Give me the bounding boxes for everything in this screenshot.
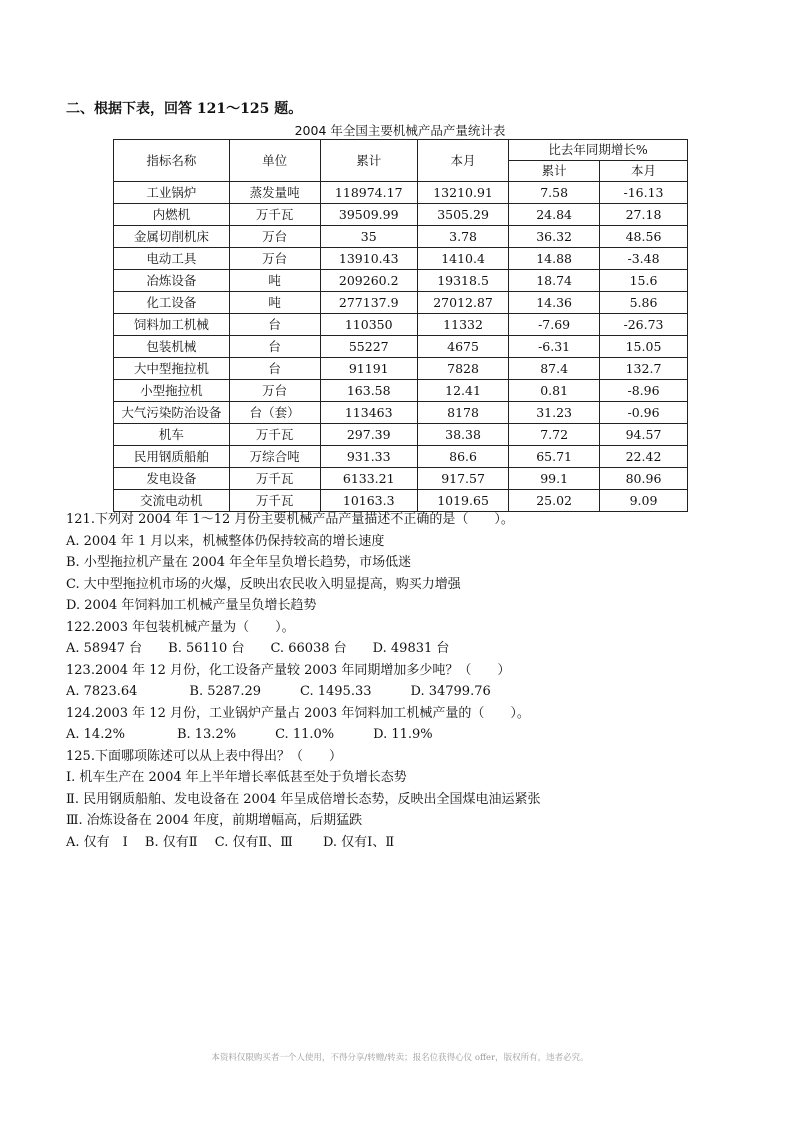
cell-name: 大中型拖拉机 (114, 358, 230, 380)
cell-name: 内燃机 (114, 204, 230, 226)
cell-name: 大气污染防治设备 (114, 402, 230, 424)
table-row (114, 402, 688, 424)
cell-growth-month: 15.05 (600, 336, 688, 358)
cell-month: 8178 (417, 402, 508, 424)
cell-name: 工业锅炉 (114, 182, 230, 204)
cell-cumulative: 55227 (320, 336, 417, 358)
table-row (114, 468, 688, 490)
cell-growth-month: -8.96 (600, 380, 688, 402)
question-line: 123.2004 年 12 月份，化工设备产量较 2003 年同期增加多少吨？（ ） (66, 662, 511, 678)
cell-cumulative: 13910.43 (320, 248, 417, 270)
cell-month: 13210.91 (417, 182, 508, 204)
header-growth-group: 比去年同期增长% (509, 140, 688, 161)
cell-growth-cumulative: -6.31 (509, 336, 600, 358)
cell-cumulative: 10163.3 (320, 490, 417, 512)
table-title: 2004 年全国主要机械产品产量统计表 (294, 123, 506, 138)
questions-block (66, 509, 766, 853)
cell-growth-cumulative: 14.36 (509, 292, 600, 314)
table-row (114, 380, 688, 402)
cell-month: 86.6 (417, 446, 508, 468)
cell-growth-cumulative: -7.69 (509, 314, 600, 336)
question-line: B. 小型拖拉机产量在 2004 年全年呈负增长趋势，市场低迷 (66, 555, 412, 570)
question-line: 124.2003 年 12 月份，工业锅炉产量占 2003 年饲料加工机械产量的（ ）。 (66, 705, 530, 721)
question-line: A. 14.2% B. 13.2% C. 11.0% D. 11.9% (66, 727, 433, 742)
cell-growth-cumulative: 14.88 (509, 248, 600, 270)
cell-month: 38.38 (417, 424, 508, 446)
cell-cumulative: 118974.17 (320, 182, 417, 204)
cell-month: 3505.29 (417, 204, 508, 226)
cell-month: 7828 (417, 358, 508, 380)
cell-growth-cumulative: 0.81 (509, 380, 600, 402)
header-unit: 单位 (229, 140, 320, 182)
cell-growth-cumulative: 87.4 (509, 358, 600, 380)
cell-growth-month: 9.09 (600, 490, 688, 512)
cell-growth-cumulative: 7.58 (509, 182, 600, 204)
cell-unit: 万千瓦 (229, 424, 320, 446)
cell-growth-cumulative: 36.32 (509, 226, 600, 248)
cell-name: 化工设备 (114, 292, 230, 314)
cell-growth-month: -26.73 (600, 314, 688, 336)
cell-month: 1410.4 (417, 248, 508, 270)
cell-cumulative: 6133.21 (320, 468, 417, 490)
cell-name: 交流电动机 (114, 490, 230, 512)
cell-cumulative: 209260.2 (320, 270, 417, 292)
cell-name: 小型拖拉机 (114, 380, 230, 402)
table-row (114, 446, 688, 468)
table-row (114, 204, 688, 226)
question-line: Ⅲ. 冶炼设备在 2004 年度，前期增幅高，后期猛跌 (66, 813, 363, 828)
cell-unit: 蒸发量吨 (229, 182, 320, 204)
cell-month: 917.57 (417, 468, 508, 490)
cell-growth-month: 48.56 (600, 226, 688, 248)
cell-name: 机车 (114, 424, 230, 446)
cell-name: 包装机械 (114, 336, 230, 358)
cell-growth-cumulative: 99.1 (509, 468, 600, 490)
cell-unit: 万综合吨 (229, 446, 320, 468)
cell-cumulative: 91191 (320, 358, 417, 380)
table-row (114, 270, 688, 292)
table-body (114, 182, 688, 512)
cell-cumulative: 39509.99 (320, 204, 417, 226)
cell-growth-month: 27.18 (600, 204, 688, 226)
cell-cumulative: 931.33 (320, 446, 417, 468)
cell-name: 金属切削机床 (114, 226, 230, 248)
cell-growth-month: 22.42 (600, 446, 688, 468)
cell-name: 发电设备 (114, 468, 230, 490)
cell-growth-month: 80.96 (600, 468, 688, 490)
header-name: 指标名称 (114, 140, 230, 182)
cell-growth-cumulative: 25.02 (509, 490, 600, 512)
cell-growth-month: 5.86 (600, 292, 688, 314)
table-row (114, 226, 688, 248)
cell-growth-month: 15.6 (600, 270, 688, 292)
header-growth-cumulative: 累计 (509, 161, 600, 182)
cell-cumulative: 277137.9 (320, 292, 417, 314)
table-row (114, 314, 688, 336)
cell-unit: 台 (229, 336, 320, 358)
cell-growth-cumulative: 24.84 (509, 204, 600, 226)
cell-cumulative: 163.58 (320, 380, 417, 402)
cell-growth-cumulative: 65.71 (509, 446, 600, 468)
cell-month: 19318.5 (417, 270, 508, 292)
question-line: Ⅰ. 机车生产在 2004 年上半年增长率低甚至处于负增长态势 (66, 770, 407, 785)
question-line: A. 仅有 Ⅰ B. 仅有Ⅱ C. 仅有Ⅱ、Ⅲ D. 仅有Ⅰ、Ⅱ (66, 834, 395, 850)
cell-unit: 台 (229, 314, 320, 336)
cell-growth-cumulative: 31.23 (509, 402, 600, 424)
cell-month: 12.41 (417, 380, 508, 402)
question-line: Ⅱ. 民用钢质船舶、发电设备在 2004 年呈成倍增长态势，反映出全国煤电油运紧张 (66, 791, 541, 807)
question-line: D. 2004 年饲料加工机械产量呈负增长趋势 (66, 598, 317, 613)
cell-growth-month: 132.7 (600, 358, 688, 380)
question-line: 122.2003 年包装机械产量为（ ）。 (66, 619, 295, 635)
question-line: C. 大中型拖拉机市场的火爆，反映出农民收入明显提高，购买力增强 (66, 576, 461, 592)
cell-cumulative: 297.39 (320, 424, 417, 446)
cell-unit: 万千瓦 (229, 204, 320, 226)
cell-cumulative: 110350 (320, 314, 417, 336)
cell-growth-month: 94.57 (600, 424, 688, 446)
question-line: 125.下面哪项陈述可以从上表中得出？（ ） (66, 748, 342, 764)
header-cumulative: 累计 (320, 140, 417, 182)
footer-note: 本资料仅限购买者一个人使用，不得分享/转赠/转卖；报名位获得心仪 offer，版权所有，违者必究。 (211, 1053, 589, 1063)
cell-cumulative: 113463 (320, 402, 417, 424)
statistics-table (113, 139, 688, 512)
cell-unit: 吨 (229, 270, 320, 292)
cell-growth-month: -0.96 (600, 402, 688, 424)
cell-unit: 万千瓦 (229, 468, 320, 490)
cell-month: 3.78 (417, 226, 508, 248)
cell-month: 4675 (417, 336, 508, 358)
cell-name: 饲料加工机械 (114, 314, 230, 336)
table-row (114, 248, 688, 270)
table-row (114, 182, 688, 204)
cell-growth-cumulative: 18.74 (509, 270, 600, 292)
cell-month: 1019.65 (417, 490, 508, 512)
section-title: 二、根据下表，回答 121～125 题。 (66, 101, 303, 117)
question-line: 121.下列对 2004 年 1～12 月份主要机械产品产量描述不正确的是（ ）。 (66, 512, 514, 527)
cell-name: 民用钢质船舶 (114, 446, 230, 468)
table-row (114, 358, 688, 380)
table-row (114, 424, 688, 446)
cell-name: 冶炼设备 (114, 270, 230, 292)
header-month: 本月 (417, 140, 508, 182)
cell-unit: 万台 (229, 226, 320, 248)
cell-name: 电动工具 (114, 248, 230, 270)
cell-unit: 吨 (229, 292, 320, 314)
table-row (114, 292, 688, 314)
cell-growth-cumulative: 7.72 (509, 424, 600, 446)
question-line: A. 7823.64 B. 5287.29 C. 1495.33 D. 34799.76 (66, 684, 491, 699)
cell-unit: 台（套） (229, 402, 320, 424)
cell-cumulative: 35 (320, 226, 417, 248)
cell-month: 27012.87 (417, 292, 508, 314)
cell-growth-month: -16.13 (600, 182, 688, 204)
cell-growth-month: -3.48 (600, 248, 688, 270)
cell-unit: 万台 (229, 248, 320, 270)
question-line: A. 58947 台 B. 56110 台 C. 66038 台 D. 49831 台 (66, 641, 450, 656)
cell-unit: 万台 (229, 380, 320, 402)
table-row (114, 336, 688, 358)
cell-month: 11332 (417, 314, 508, 336)
cell-unit: 万千瓦 (229, 490, 320, 512)
header-growth-month: 本月 (600, 161, 688, 182)
cell-unit: 台 (229, 358, 320, 380)
question-line: A. 2004 年 1 月以来，机械整体仍保持较高的增长速度 (66, 533, 385, 549)
